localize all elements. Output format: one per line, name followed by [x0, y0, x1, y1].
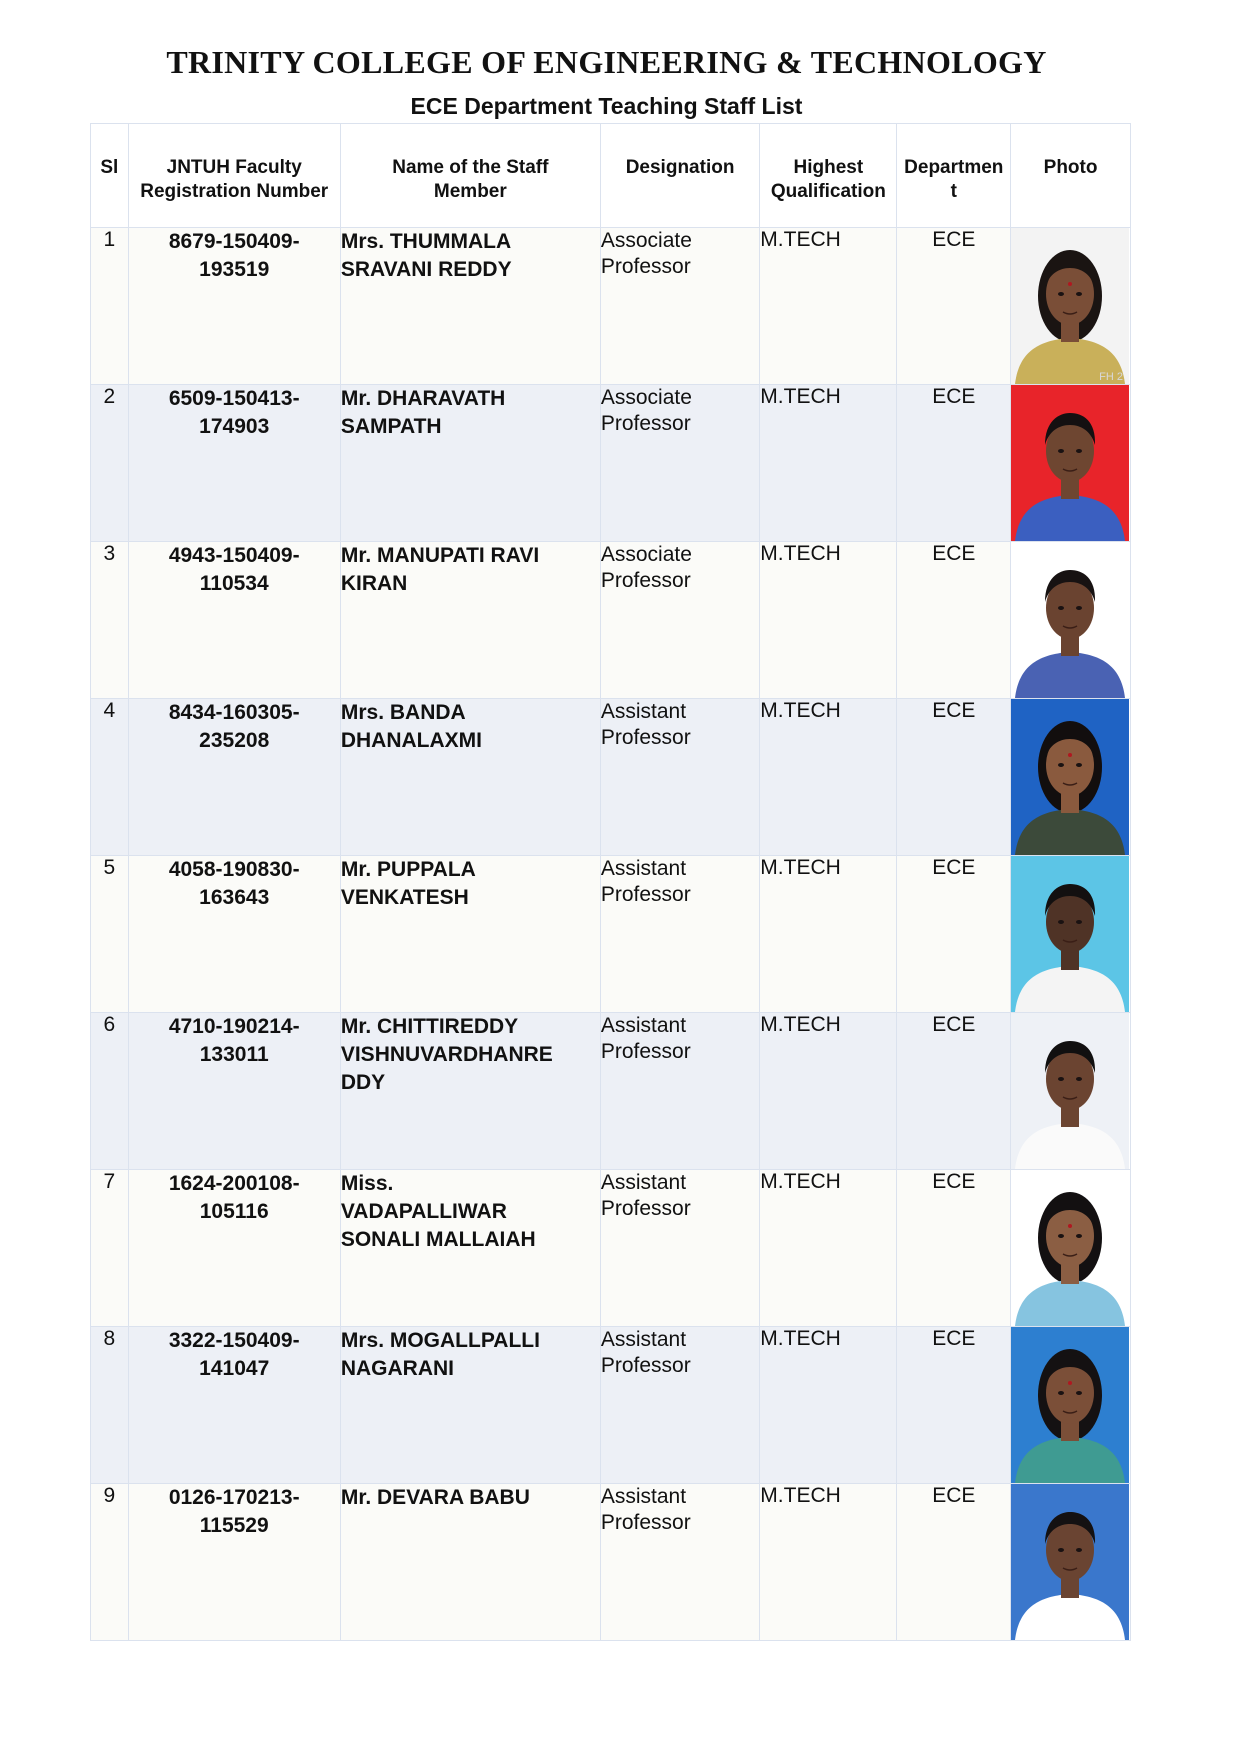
photo-cell	[1011, 1484, 1131, 1641]
qualification-text: M.TECH	[760, 1484, 841, 1507]
sl-cell	[91, 228, 129, 385]
column-header-department: Departmen t	[897, 124, 1011, 228]
registration-number-part1: 3322-150409-	[168, 1329, 300, 1352]
photo-cell	[1011, 385, 1131, 542]
registration-number-part2: 193519	[199, 258, 270, 281]
registration-number-part1: 8679-150409-	[168, 230, 300, 253]
photo-cell	[1011, 699, 1131, 856]
eye	[1058, 1234, 1064, 1238]
eye	[1076, 606, 1082, 610]
photo-cell	[1011, 856, 1131, 1013]
department-cell	[897, 228, 1011, 385]
sl-cell	[91, 542, 129, 699]
staff-name-line: Mr. DEVARA BABU	[340, 1486, 530, 1509]
sl-number: 9	[103, 1484, 116, 1507]
table-row	[91, 1484, 1131, 1641]
sl-number: 6	[103, 1013, 116, 1036]
staff-name-cell	[340, 1170, 600, 1327]
qualification-cell	[760, 542, 897, 699]
eye	[1076, 920, 1082, 924]
eye	[1076, 1077, 1082, 1081]
department-cell	[897, 856, 1011, 1013]
designation-line: Assistant	[600, 1328, 687, 1351]
qualification-text: M.TECH	[760, 228, 841, 251]
table-row	[91, 385, 1131, 542]
photo-cell	[1011, 1013, 1131, 1170]
eye	[1076, 1548, 1082, 1552]
staff-name-line: SAMPATH	[340, 415, 442, 438]
registration-cell	[128, 228, 340, 385]
designation-cell	[600, 1170, 759, 1327]
designation-line: Professor	[600, 1511, 691, 1534]
department-text: ECE	[932, 1327, 976, 1350]
department-text: ECE	[932, 699, 976, 722]
registration-number-part1: 8434-160305-	[168, 701, 300, 724]
sl-cell	[91, 1484, 129, 1641]
registration-cell	[128, 1327, 340, 1484]
department-title: ECE Department Teaching Staff List	[410, 93, 803, 119]
eye	[1058, 449, 1064, 453]
staff-name-cell	[340, 1327, 600, 1484]
table-row	[91, 856, 1131, 1013]
designation-cell	[600, 1484, 759, 1641]
qualification-text: M.TECH	[760, 542, 841, 565]
eye	[1076, 763, 1082, 767]
registration-cell	[128, 699, 340, 856]
sl-cell	[91, 856, 129, 1013]
designation-line: Assistant	[600, 700, 687, 723]
eye	[1058, 292, 1064, 296]
staff-photo	[1011, 1327, 1129, 1483]
eye	[1076, 1391, 1082, 1395]
staff-name-line: VISHNUVARDHANRE	[340, 1043, 553, 1066]
department-text: ECE	[932, 542, 976, 565]
designation-line: Professor	[600, 726, 691, 749]
staff-name-line: KIRAN	[340, 572, 408, 595]
sl-cell	[91, 1327, 129, 1484]
designation-cell	[600, 1013, 759, 1170]
eye	[1058, 1077, 1064, 1081]
qualification-text: M.TECH	[760, 1013, 841, 1036]
staff-name-line: DHANALAXMI	[340, 729, 482, 752]
photo-cell	[1011, 542, 1131, 699]
registration-cell	[128, 542, 340, 699]
staff-photo	[1011, 1013, 1129, 1169]
designation-line: Professor	[600, 569, 691, 592]
sl-number: 5	[103, 856, 116, 879]
table-row	[91, 542, 1131, 699]
registration-number-part1: 1624-200108-	[168, 1172, 300, 1195]
designation-cell	[600, 385, 759, 542]
registration-number-part1: 4943-150409-	[168, 544, 300, 567]
staff-photo	[1011, 699, 1129, 855]
department-cell	[897, 542, 1011, 699]
bindi	[1068, 1224, 1072, 1228]
department-text: ECE	[932, 228, 976, 251]
registration-number-part2: 115529	[199, 1514, 269, 1537]
department-cell	[897, 699, 1011, 856]
table-row	[91, 228, 1131, 385]
photo-cell	[1011, 1327, 1131, 1484]
staff-name-cell	[340, 1013, 600, 1170]
department-cell	[897, 1484, 1011, 1641]
department-text: ECE	[932, 385, 976, 408]
designation-line: Professor	[600, 883, 691, 906]
registration-number-part1: 6509-150413-	[168, 387, 300, 410]
eye	[1058, 1391, 1064, 1395]
registration-number-part2: 133011	[199, 1043, 269, 1066]
registration-number-part2: 110534	[199, 572, 269, 595]
registration-cell	[128, 856, 340, 1013]
designation-line: Professor	[600, 1040, 691, 1063]
registration-number-part2: 235208	[199, 729, 270, 752]
table-row	[91, 1013, 1131, 1170]
staff-name-line: NAGARANI	[340, 1357, 455, 1380]
staff-photo	[1011, 1484, 1129, 1640]
bindi	[1068, 282, 1072, 286]
column-header-registration: JNTUH Faculty Registration Number	[128, 124, 340, 228]
sl-cell	[91, 1170, 129, 1327]
staff-photo	[1011, 228, 1129, 384]
sl-number: 7	[103, 1170, 116, 1193]
registration-cell	[128, 1170, 340, 1327]
sl-number: 3	[103, 542, 116, 565]
designation-cell	[600, 228, 759, 385]
qualification-text: M.TECH	[760, 699, 841, 722]
column-header-qualification: Highest Qualification	[760, 124, 897, 228]
department-cell	[897, 1327, 1011, 1484]
staff-name-cell	[340, 1484, 600, 1641]
eye	[1058, 920, 1064, 924]
staff-name-line: Mr. MANUPATI RAVI	[340, 544, 540, 567]
registration-number-part1: 4058-190830-	[168, 858, 300, 881]
staff-name-line: Mrs. BANDA	[340, 701, 466, 724]
qualification-cell	[760, 1013, 897, 1170]
staff-table	[90, 123, 1131, 1641]
sl-number: 4	[103, 699, 116, 722]
qualification-cell	[760, 385, 897, 542]
staff-photo	[1011, 1170, 1129, 1326]
qualification-text: M.TECH	[760, 1327, 841, 1350]
registration-cell	[128, 385, 340, 542]
eye	[1076, 1234, 1082, 1238]
staff-table-body	[91, 228, 1131, 1641]
designation-cell	[600, 1327, 759, 1484]
staff-name-line: SONALI MALLAIAH	[340, 1228, 536, 1251]
sl-number: 8	[103, 1327, 116, 1350]
qualification-cell	[760, 856, 897, 1013]
staff-name-cell	[340, 856, 600, 1013]
staff-name-line: Mr. PUPPALA	[340, 858, 476, 881]
registration-number-part2: 174903	[199, 415, 270, 438]
department-cell	[897, 1170, 1011, 1327]
sl-cell	[91, 699, 129, 856]
designation-cell	[600, 699, 759, 856]
department-text: ECE	[932, 1013, 976, 1036]
staff-name-cell	[340, 385, 600, 542]
department-text: ECE	[932, 1170, 976, 1193]
sl-number: 1	[103, 228, 116, 251]
sl-number: 2	[103, 385, 116, 408]
designation-line: Professor	[600, 1197, 691, 1220]
photo-watermark: FH 2	[1099, 371, 1124, 383]
designation-cell	[600, 856, 759, 1013]
staff-name-line: Mrs. MOGALLPALLI	[340, 1329, 540, 1352]
photo-cell	[1011, 228, 1131, 385]
qualification-text: M.TECH	[760, 1170, 841, 1193]
staff-name-cell	[340, 699, 600, 856]
registration-number-part2: 141047	[199, 1357, 270, 1380]
designation-line: Assistant	[600, 1014, 687, 1037]
staff-name-line: DDY	[340, 1071, 386, 1094]
designation-line: Professor	[600, 255, 691, 278]
qualification-cell	[760, 699, 897, 856]
column-header-photo: Photo	[1011, 124, 1131, 228]
registration-number-part2: 105116	[199, 1200, 269, 1223]
qualification-text: M.TECH	[760, 856, 841, 879]
eye	[1058, 763, 1064, 767]
table-header-row	[91, 124, 1131, 228]
staff-name-line: Mrs. THUMMALA	[340, 230, 512, 253]
qualification-text: M.TECH	[760, 385, 841, 408]
qualification-cell	[760, 1327, 897, 1484]
college-title: TRINITY COLLEGE OF ENGINEERING & TECHNOLOGY	[166, 44, 1047, 80]
bindi	[1068, 753, 1072, 757]
staff-photo	[1011, 856, 1129, 1012]
table-row	[91, 1170, 1131, 1327]
photo-cell	[1011, 1170, 1131, 1327]
staff-name-line: VADAPALLIWAR	[340, 1200, 507, 1223]
registration-cell	[128, 1013, 340, 1170]
eye	[1076, 292, 1082, 296]
column-header-designation: Designation	[600, 124, 759, 228]
staff-name-line: Miss.	[340, 1172, 394, 1195]
designation-line: Assistant	[600, 1171, 687, 1194]
designation-cell	[600, 542, 759, 699]
designation-line: Associate	[600, 386, 692, 409]
table-row	[91, 699, 1131, 856]
registration-cell	[128, 1484, 340, 1641]
staff-name-line: Mr. CHITTIREDDY	[340, 1015, 519, 1038]
staff-name-line: VENKATESH	[340, 886, 469, 909]
designation-line: Associate	[600, 543, 692, 566]
staff-photo	[1011, 385, 1129, 541]
staff-name-cell	[340, 542, 600, 699]
designation-line: Assistant	[600, 1485, 687, 1508]
designation-line: Professor	[600, 412, 691, 435]
registration-number-part1: 4710-190214-	[168, 1015, 300, 1038]
column-header-name: Name of the Staff Member	[340, 124, 600, 228]
eye	[1058, 1548, 1064, 1552]
staff-name-line: Mr. DHARAVATH	[340, 387, 506, 410]
designation-line: Assistant	[600, 857, 687, 880]
staff-name-line: SRAVANI REDDY	[340, 258, 512, 281]
designation-line: Associate	[600, 229, 692, 252]
designation-line: Professor	[600, 1354, 691, 1377]
registration-number-part1: 0126-170213-	[168, 1486, 300, 1509]
department-text: ECE	[932, 856, 976, 879]
qualification-cell	[760, 228, 897, 385]
sl-cell	[91, 1013, 129, 1170]
staff-photo	[1011, 542, 1129, 698]
eye	[1058, 606, 1064, 610]
qualification-cell	[760, 1170, 897, 1327]
department-cell	[897, 385, 1011, 542]
bindi	[1068, 1381, 1072, 1385]
registration-number-part2: 163643	[199, 886, 270, 909]
table-row	[91, 1327, 1131, 1484]
eye	[1076, 449, 1082, 453]
qualification-cell	[760, 1484, 897, 1641]
sl-cell	[91, 385, 129, 542]
staff-name-cell	[340, 228, 600, 385]
department-cell	[897, 1013, 1011, 1170]
department-text: ECE	[932, 1484, 976, 1507]
column-header-sl: Sl	[91, 124, 129, 228]
